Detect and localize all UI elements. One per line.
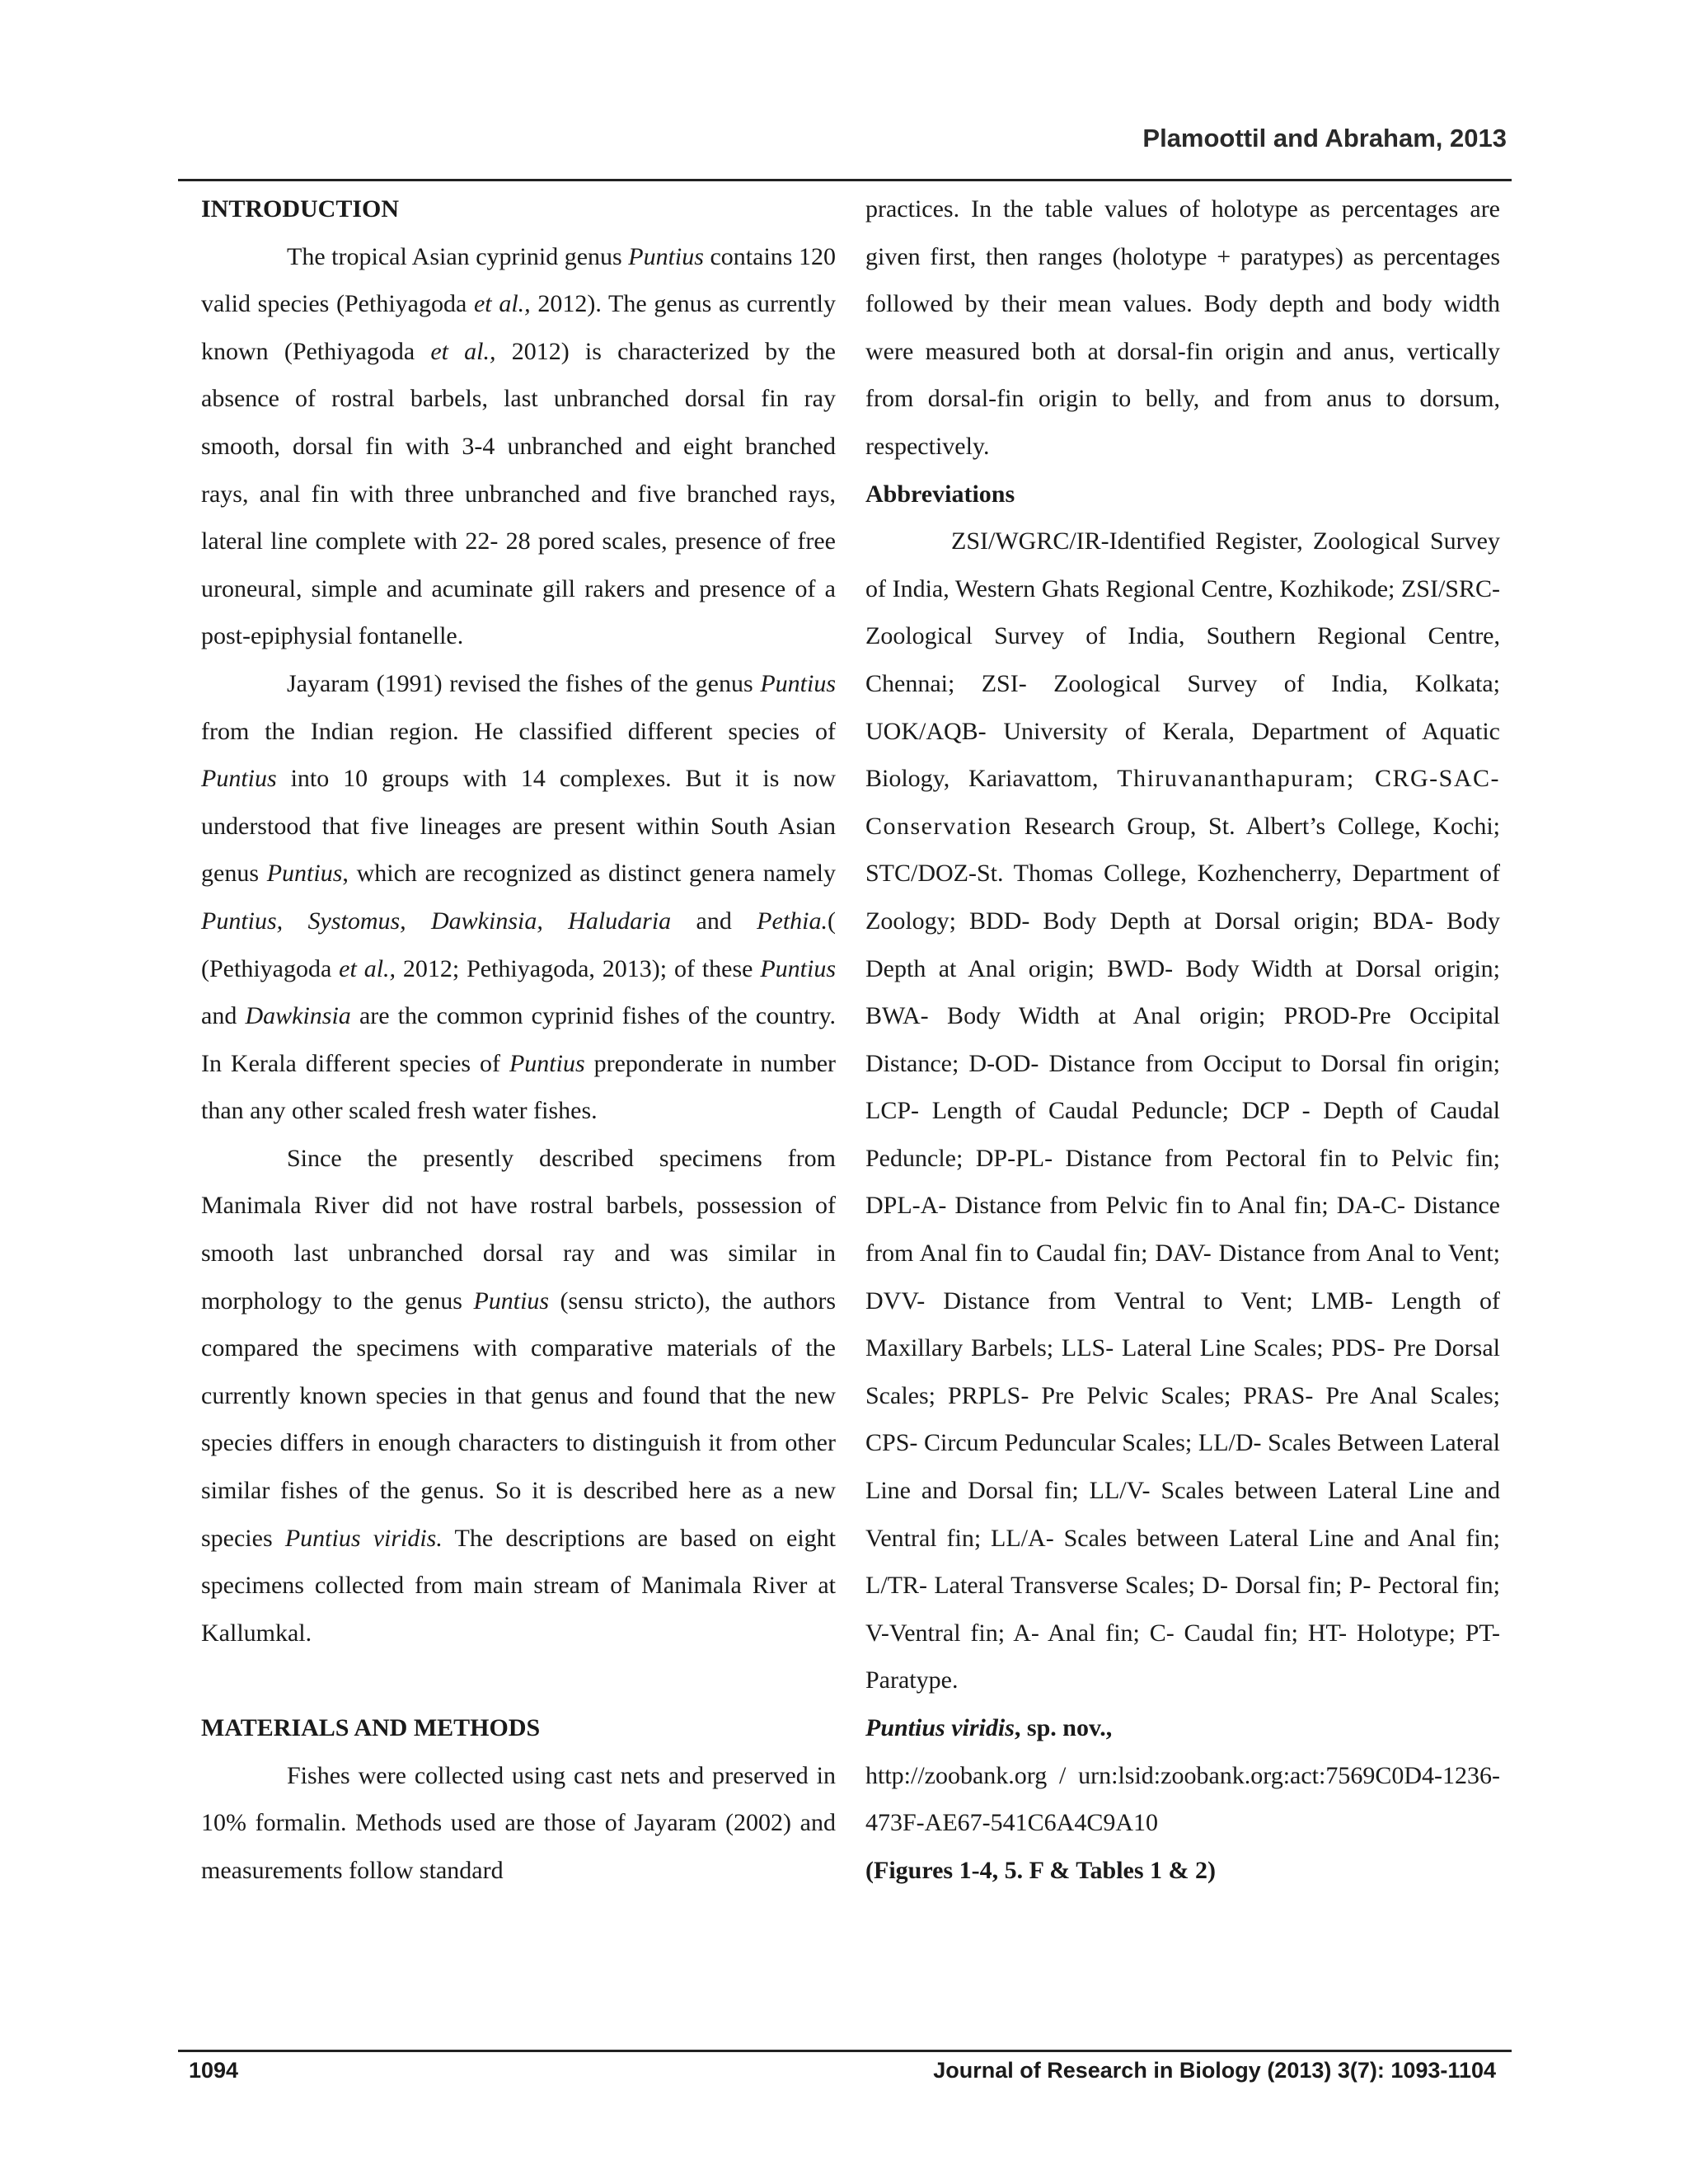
abbreviations-paragraph: ZSI/WGRC/IR-Identified Register, Zoological Survey of India, Western Ghats Regional Centre, Kozhikode; ZSI/SRC-Zoological Survey of India, Southern Regional Centre, Chennai; ZSI- Zoological Survey of India, Kolkata; UOK/AQB- University of Kerala, Department of Aquatic Biology, Kariavattom, Thiruvananthapuram; CRG-SAC- Conservation Research Group, St. Albert’s College, Kochi; STC/DOZ-St. Thomas College, Kozhencherry, Department of Zoology; BDD- Body Depth at Dorsal origin; BDA- Body Depth at Anal origin; BWD- Body Width at Dorsal origin; BWA- Body Width at Anal origin; PROD-Pre Occipital Distance; D-OD- Distance from Occiput to Dorsal fin origin; LCP- Length of Caudal Peduncle; DCP - Depth of Caudal Peduncle; DP-PL- Distance from Pectoral fin to Pelvic fin; DPL-A- Distance from Pelvic fin to Anal fin; DA-C- Distance from Anal fin to Caudal fin; DAV- Distance from Anal to Vent; DVV- Distance from Ventral to Vent; LMB- Length of Maxillary Barbels; LLS- Lateral Line Scales; PDS- Pre Dorsal Scales; PRPLS- Pre Pelvic Scales; PRAS- Pre Anal Scales; CPS- Circum Peduncular Scales; LL/D- Scales Between Lateral Line and Dorsal fin; LL/V- Scales between Lateral Line and Ventral fin; LL/A- Scales between Lateral Line and Anal fin; L/TR- Lateral Transverse Scales; D- Dorsal fin; P- Pectoral fin; V-Ventral fin; A- Anal fin; C- Caudal fin; HT- Holotype; PT- Paratype.	[865, 527, 1500, 1694]
methods-heading: MATERIALS AND METHODS	[201, 1714, 541, 1741]
header-rule	[178, 179, 1512, 181]
zoobank-lsid: http://zoobank.org / urn:lsid:zoobank.org:act:7569C0D4-1236-473F-AE67-541C6A4C9A10	[865, 1761, 1500, 1837]
running-head: Plamoottil and Abraham, 2013	[1142, 124, 1507, 152]
intro-paragraph-1: The tropical Asian cyprinid genus Puntius contains 120 valid species (Pethiyagoda et al., 2012). The genus as currently known (Pethiyagoda et al., 2012) is characterized by the absence of rostral barbels, last unbranched dorsal fin ray smooth, dorsal fin with 3-4 unbranched and eight branched rays, anal fin with three unbranched and five branched rays, lateral line complete with 22- 28 pored scales, presence of free uroneural, simple and acuminate gill rakers and presence of a post-epiphysial fontanelle.	[201, 242, 836, 650]
intro-paragraph-3: Since the presently described specimens from Manimala River did not have rostral barbels, possession of smooth last unbranched dorsal ray and was similar in morphology to the genus Puntius (sensu stricto), the authors compared the specimens with comparative materials of the currently known species in that genus and found that the new species differs in enough characters to distinguish it from other similar fishes of the genus. So it is described here as a new species Puntius viridis. The descriptions are based on eight specimens collected from main stream of Manimala River at Kallumkal.	[201, 1144, 836, 1647]
left-column	[201, 185, 836, 1894]
species-heading: Puntius viridis, sp. nov.,	[865, 1714, 1113, 1741]
introduction-heading: INTRODUCTION	[201, 195, 400, 223]
figures-reference: (Figures 1-4, 5. F & Tables 1 & 2)	[865, 1856, 1216, 1884]
footer-rule	[178, 2050, 1512, 2052]
methods-paragraph: Fishes were collected using cast nets and preserved in 10% formalin. Methods used are those of Jayaram (2002) and measurements follow standard	[201, 1761, 836, 1884]
abbreviations-heading: Abbreviations	[865, 480, 1015, 508]
intro-paragraph-2: Jayaram (1991) revised the fishes of the genus Puntius from the Indian region. He classified different species of Puntius into 10 groups with 14 complexes. But it is now understood that five lineages are present within South Asian genus Puntius, which are recognized as distinct genera namely Puntius, Systomus, Dawkinsia, Haludaria and Pethia.( (Pethiyagoda et al., 2012; Pethiyagoda, 2013); of these Puntius and Dawkinsia are the common cyprinid fishes of the country. In Kerala different species of Puntius preponderate in number than any other scaled fresh water fishes.	[201, 669, 836, 1125]
section-gap	[201, 1657, 836, 1704]
page-number: 1094	[189, 2058, 239, 2083]
journal-citation: Journal of Research in Biology (2013) 3(7): 1093-1104	[933, 2058, 1496, 2083]
right-column	[865, 185, 1500, 1894]
methods-continuation: practices. In the table values of holotype as percentages are given first, then ranges (holotype + paratypes) as percentages followed by their mean values. Body depth and body width were measured both at dorsal-fin origin and anus, vertically from dorsal-fin origin to belly, and from anus to dorsum, respectively.	[865, 195, 1500, 460]
